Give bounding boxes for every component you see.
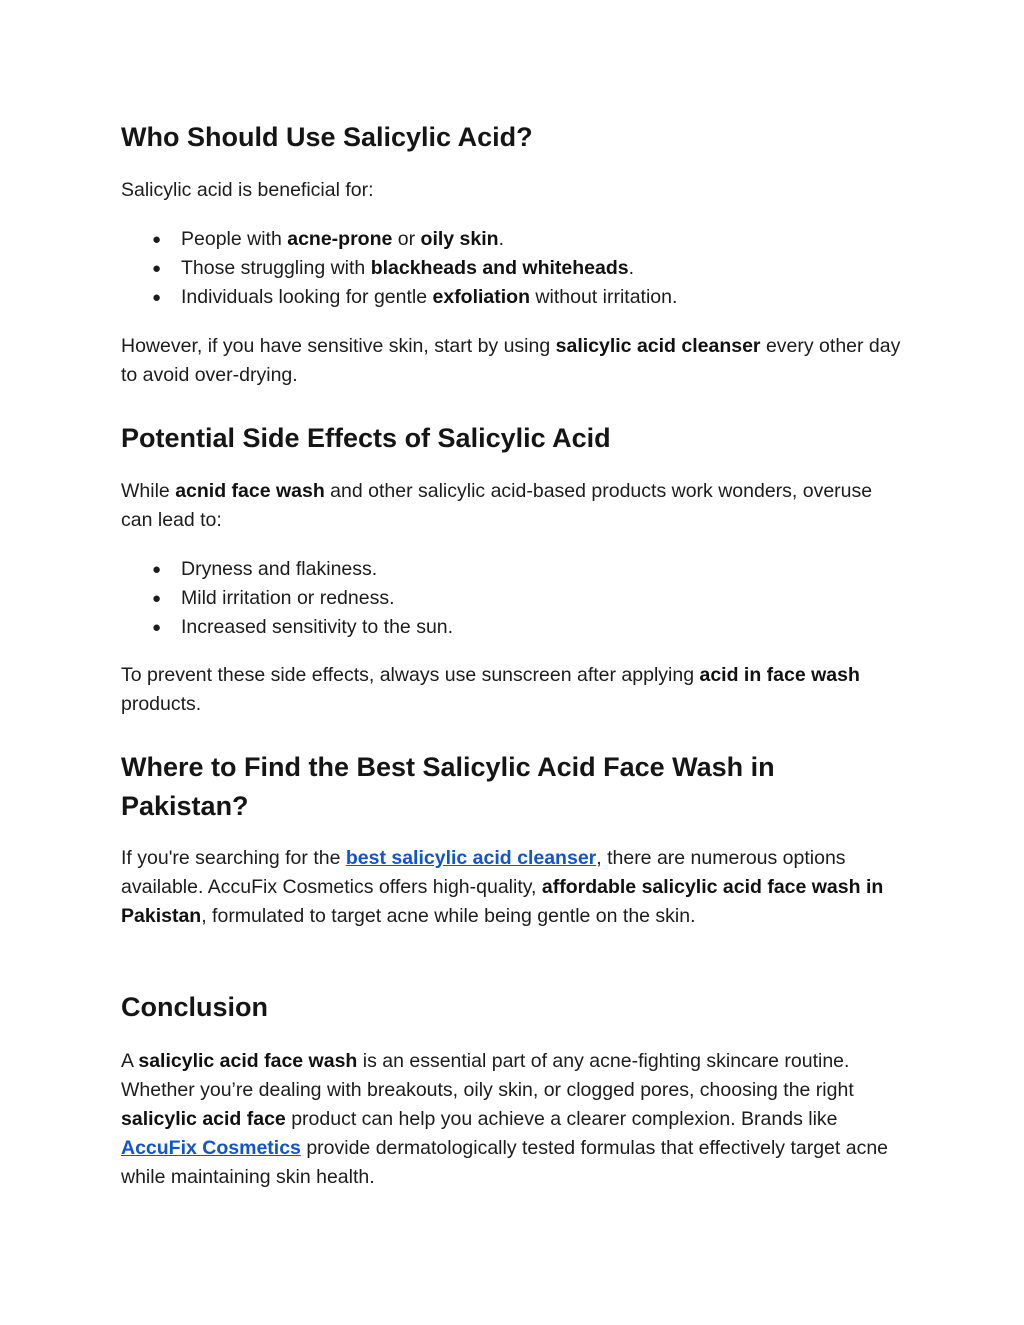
list-item: ● Increased sensitivity to the sun.: [121, 613, 901, 642]
list-item: ● Dryness and flakiness.: [121, 555, 901, 584]
section1-intro: Salicylic acid is beneficial for:: [121, 179, 374, 201]
bullet-icon: ●: [152, 260, 162, 277]
section1-outro: However, if you have sensitive skin, start by using salicylic acid cleanser every other day to avoid over-drying.: [121, 335, 901, 386]
section3-paragraph: If you're searching for the best salicylic acid cleanser, there are numerous options available. AccuFix Cosmetics offers high-quality, affordable salicylic acid face wash in Pakistan, formulated to target acne while being gentle on the skin.: [121, 847, 884, 927]
section-heading-where-to-find: Where to Find the Best Salicylic Acid Face Wash in Pakistan?: [121, 752, 775, 821]
bullet-icon: ●: [152, 289, 162, 306]
list-item: ● Those struggling with blackheads and whiteheads.: [121, 254, 901, 283]
section-heading-who-should-use: Who Should Use Salicylic Acid?: [121, 122, 533, 152]
section1-bullet-list: [121, 225, 901, 312]
accufix-cosmetics-link[interactable]: AccuFix Cosmetics: [121, 1137, 301, 1159]
section2-bullet-list: [121, 555, 901, 642]
list-item: ● Mild irritation or redness.: [121, 584, 901, 613]
section2-intro: While acnid face wash and other salicylic acid-based products work wonders, overuse can lead to:: [121, 480, 873, 531]
bullet-icon: ●: [152, 561, 162, 578]
list-item: ● People with acne-prone or oily skin.: [121, 225, 901, 254]
bullet-icon: ●: [152, 619, 162, 636]
bullet-icon: ●: [152, 231, 162, 248]
best-salicylic-acid-cleanser-link[interactable]: best salicylic acid cleanser: [345, 847, 597, 869]
section2-outro: To prevent these side effects, always use sunscreen after applying acid in face wash products.: [121, 664, 860, 715]
list-item: ● Individuals looking for gentle exfoliation without irritation.: [121, 283, 901, 312]
bullet-icon: ●: [152, 590, 162, 607]
section-heading-side-effects: Potential Side Effects of Salicylic Acid: [121, 423, 611, 453]
conclusion-paragraph: A salicylic acid face wash is an essential part of any acne-fighting skincare routine. Whether you’re dealing with breakouts, oily skin, or clogged pores, choosing the right salicylic acid face product can help you achieve a clearer complexion. Brands like AccuFix Cosmetics provide dermatologically tested formulas that effectively target acne while maintaining skin health.: [121, 1050, 889, 1188]
section-heading-conclusion: Conclusion: [121, 992, 268, 1022]
